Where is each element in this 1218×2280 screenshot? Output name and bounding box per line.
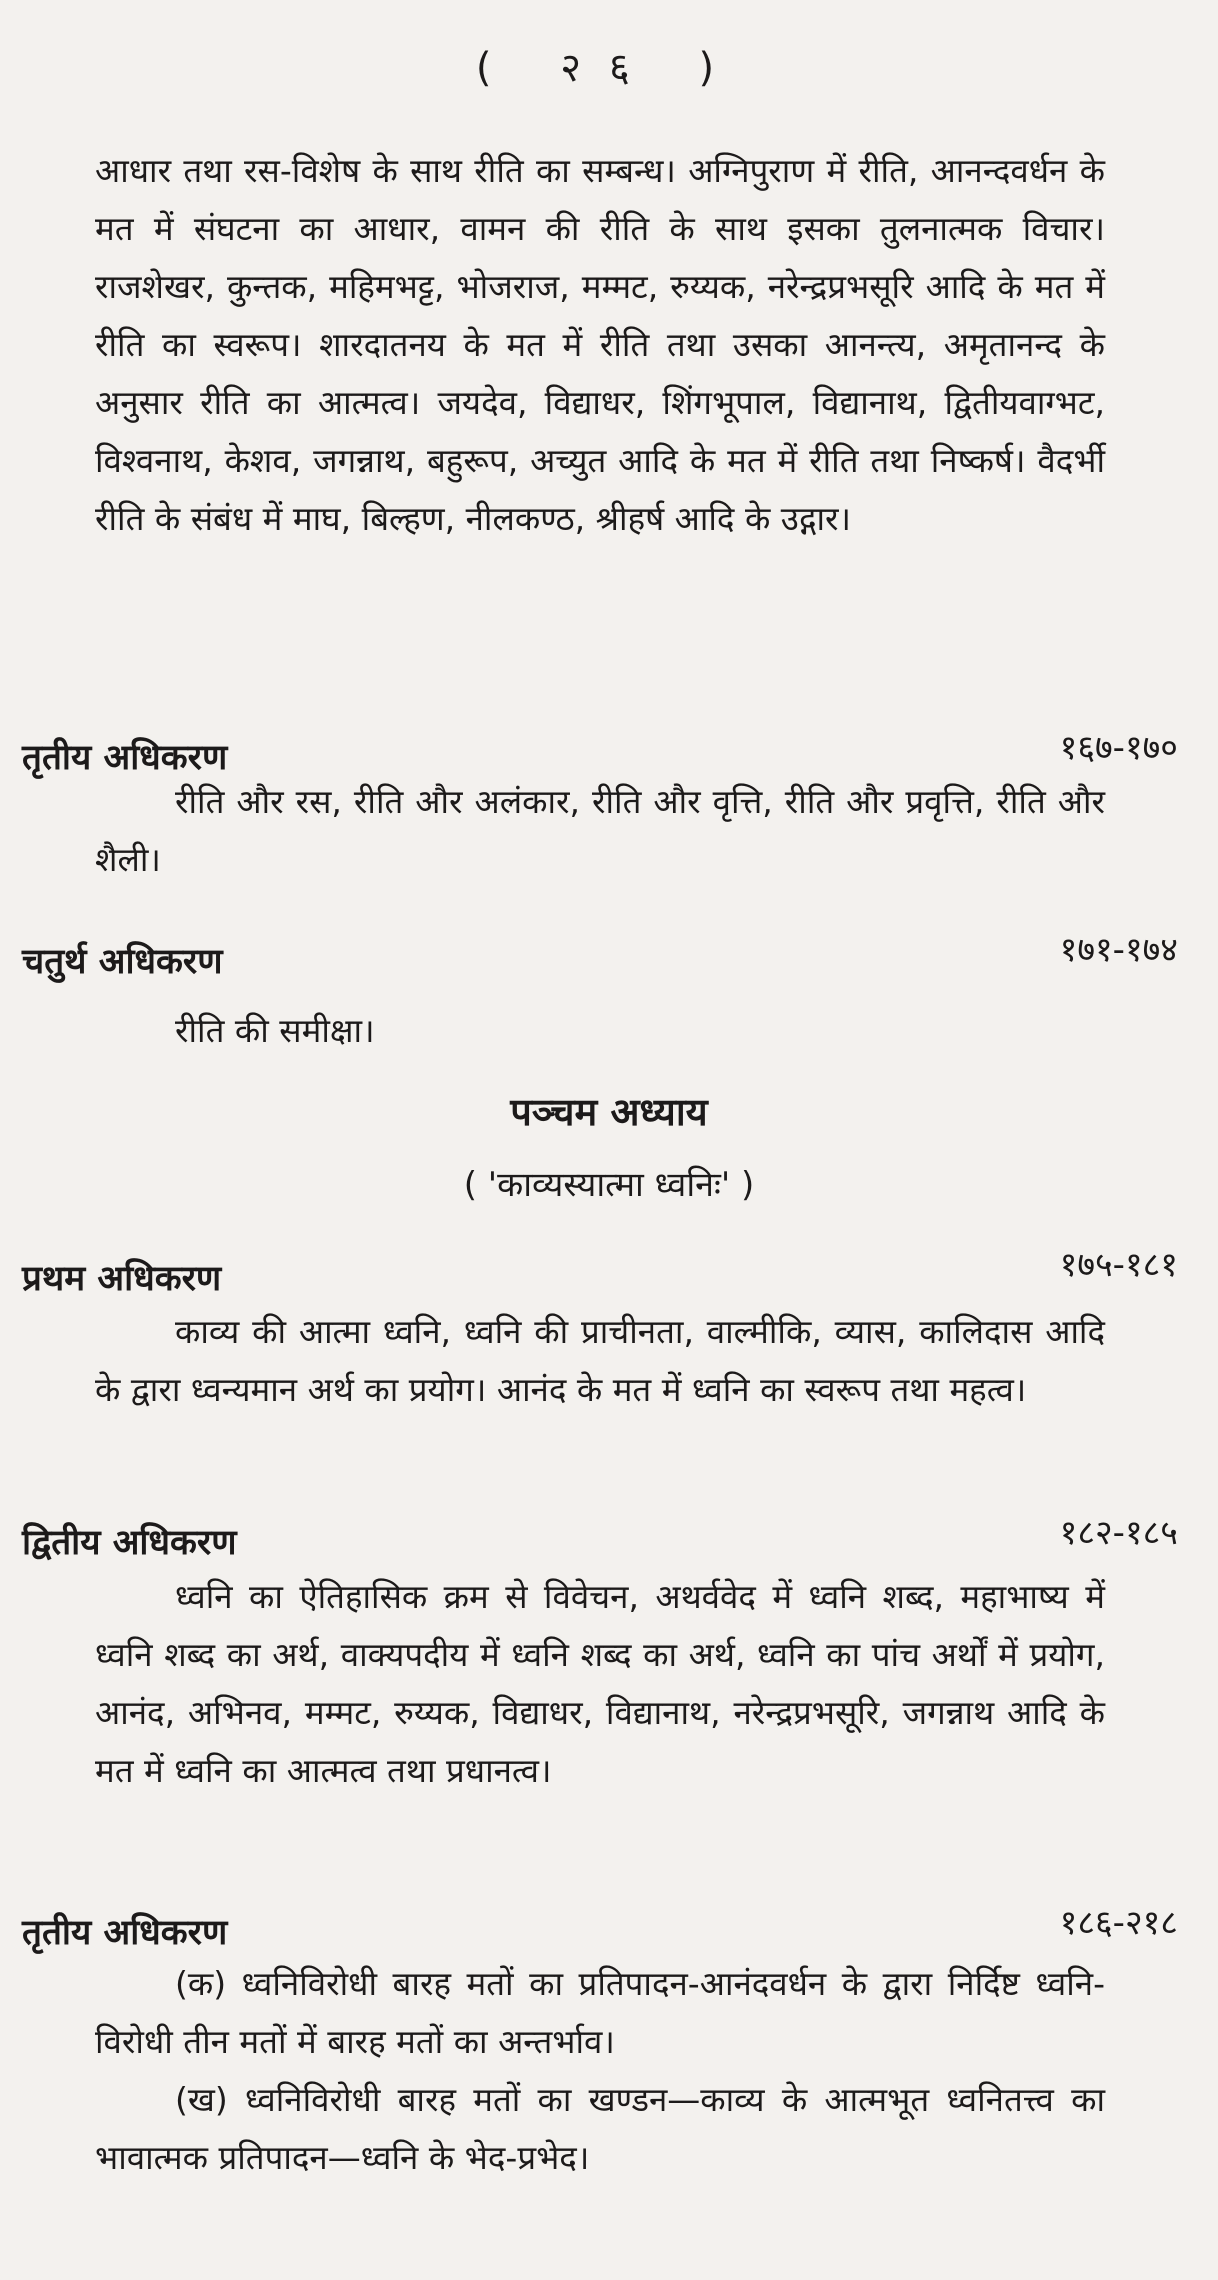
section-heading: तृतीय अधिकरण	[22, 738, 228, 778]
page-number: ( २६ )	[475, 45, 743, 91]
sub-item-kha: (ख) ध्वनिविरोधी बारह मतों का खण्डन—काव्य के आत्मभूत ध्वनितत्त्व का भावात्मक प्रतिपादन—ध्वनि के भेद-प्रभेद।	[95, 2080, 1105, 2177]
section-text: रीति की समीक्षा।	[175, 1011, 375, 1050]
chapter-title: पञ्चम अध्याय	[510, 1090, 708, 1134]
intro-paragraph: आधार तथा रस-विशेष के साथ रीति का सम्बन्ध। अग्निपुराण में रीति, आनन्दवर्धन के मत में संघटना का आधार, वामन की रीति के साथ इसका तुलनात्मक विचार। राजशेखर, कुन्तक, महिमभट्ट, भोजराज, मम्मट, रुय्यक, नरेन्द्रप्रभसूरि आदि के मत में रीति का स्वरूप। शारदातनय के मत में रीति तथा उसका आनन्त्य, अमृतानन्द के अनुसार रीति का आत्मत्व। जयदेव, विद्याधर, शिंगभूपाल, विद्यानाथ, द्वितीयवाग्भट, विश्वनाथ, केशव, जगन्नाथ, बहुरूप, अच्युत आदि के मत में रीति तथा निष्कर्ष। वैदर्भी रीति के संबंध में माघ, बिल्हण, नीलकण्ठ, श्रीहर्ष आदि के उद्गार।	[95, 151, 1105, 538]
page-range: १६७-१७०	[1059, 728, 1178, 768]
page-range: १८६-२१८	[1059, 1903, 1178, 1943]
section-text: ध्वनि का ऐतिहासिक क्रम से विवेचन, अथर्ववेद में ध्वनि शब्द, महाभाष्य में ध्वनि शब्द का अर्थ, वाक्यपदीय में ध्वनि शब्द का अर्थ, ध्वनि का पांच अर्थों में प्रयोग, आनंद, अभिनव, मम्मट, रुय्यक, विद्याधर, विद्यानाथ, नरेन्द्रप्रभसूरि, जगन्नाथ आदि के मत में ध्वनि का आत्मत्व तथा प्रधानत्व।	[95, 1577, 1105, 1790]
section-text: काव्य की आत्मा ध्वनि, ध्वनि की प्राचीनता, वाल्मीकि, व्यास, कालिदास आदि के द्वारा ध्वन्यमान अर्थ का प्रयोग। आनंद के मत में ध्वनि का स्वरूप तथा महत्व।	[95, 1312, 1105, 1409]
section-heading: तृतीय अधिकरण	[22, 1913, 228, 1953]
section-heading: चतुर्थ अधिकरण	[22, 942, 223, 982]
section-text	[95, 1955, 1105, 2187]
sub-item-ka: (क) ध्वनिविरोधी बारह मतों का प्रतिपादन-आनंदवर्धन के द्वारा निर्दिष्ट ध्वनि-विरोधी तीन मतों में बारह मतों का अन्तर्भाव।	[95, 1964, 1105, 2061]
page-range: १७५-१८१	[1059, 1245, 1178, 1285]
chapter-subtitle: ( 'काव्यस्यात्मा ध्वनिः' )	[463, 1165, 755, 1205]
section-heading: प्रथम अधिकरण	[22, 1259, 222, 1299]
page-range: १८२-१८५	[1059, 1513, 1178, 1553]
page-range: १७१-१७४	[1059, 930, 1178, 970]
section-text: रीति और रस, रीति और अलंकार, रीति और वृत्ति, रीति और प्रवृत्ति, रीति और शैली।	[95, 782, 1105, 879]
section-heading: द्वितीय अधिकरण	[22, 1523, 237, 1563]
